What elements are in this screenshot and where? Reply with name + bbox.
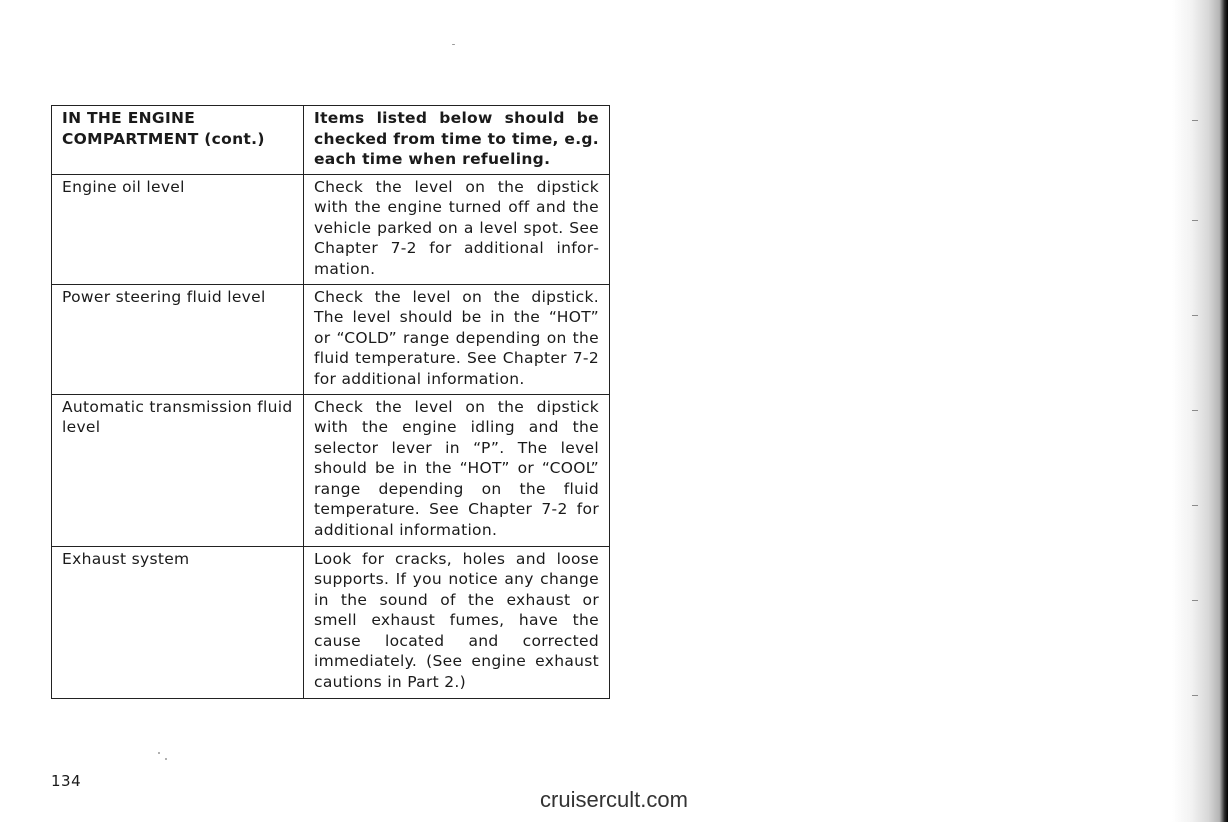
header-item-text: IN THE ENGINE COMPARTMENT (cont.) — [62, 109, 265, 148]
spine-tick — [1192, 410, 1198, 411]
item-cell — [52, 546, 304, 698]
spine-tick — [1192, 315, 1198, 316]
page-number: 134 — [51, 772, 82, 790]
scan-speck — [452, 44, 455, 45]
description-exhaust-system: Look for cracks, holes and loose supports. If you notice any change in the sound of the exhaust or smell exhaust fumes, have the cause located and corrected immediately. (See engine exhaust cautions in Part 2.) — [314, 549, 599, 691]
table-row — [52, 546, 610, 698]
spine-tick — [1192, 695, 1198, 696]
book-spine-shadow — [1172, 0, 1228, 822]
item-power-steering-fluid-level: Power steering fluid level — [62, 287, 266, 306]
scan-speck — [158, 752, 160, 754]
description-cell — [304, 394, 610, 546]
item-cell — [52, 394, 304, 546]
description-cell — [304, 174, 610, 284]
table-header-row — [52, 106, 610, 175]
item-exhaust-system: Exhaust system — [62, 549, 190, 568]
spine-tick — [1192, 120, 1198, 121]
description-automatic-transmission-fluid-level: Check the level on the dipstick with the engine idling and the selector lever in “P”. The level should be in the “HOT” or “COOL” range depending on the fluid temperature. See Chapter 7-2 for additional information. — [314, 397, 599, 539]
item-engine-oil-level: Engine oil level — [62, 177, 185, 196]
item-cell — [52, 284, 304, 394]
item-cell — [52, 174, 304, 284]
spine-tick — [1192, 220, 1198, 221]
description-cell — [304, 546, 610, 698]
table-row — [52, 174, 610, 284]
scan-speck — [165, 758, 167, 760]
description-engine-oil-level: Check the level on the dipstick with the engine turned off and the vehicle parked on a level spot. See Chapter 7-2 for additional information. — [314, 177, 599, 278]
description-power-steering-fluid-level: Check the level on the dipstick. The level should be in the “HOT” or “COLD” range depending on the fluid temperature. See Chapter 7-2 for additional information. — [314, 287, 599, 388]
description-cell — [304, 284, 610, 394]
header-description-cell — [304, 106, 610, 175]
header-description-text: Items listed below should be checked from time to time, e.g. each time when refueling. — [314, 109, 599, 168]
maintenance-check-table — [51, 105, 610, 699]
header-item-cell — [52, 106, 304, 175]
item-automatic-transmission-fluid-level: Automatic transmission fluid level — [62, 397, 293, 436]
watermark-text: cruisercult.com — [540, 787, 688, 812]
table-row — [52, 394, 610, 546]
spine-tick — [1192, 505, 1198, 506]
table-row — [52, 284, 610, 394]
spine-tick — [1192, 600, 1198, 601]
